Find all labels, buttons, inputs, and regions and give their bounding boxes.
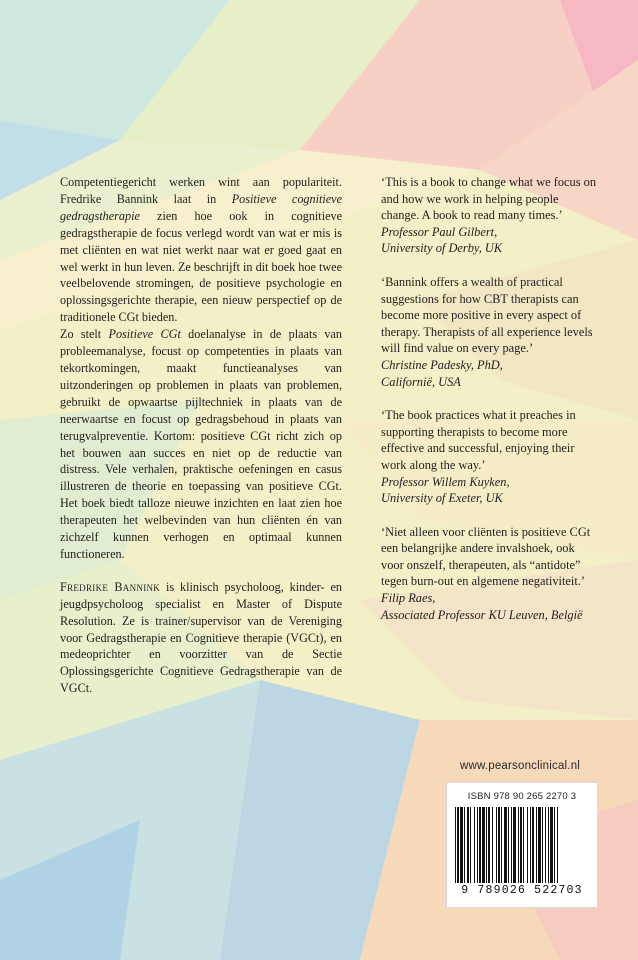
barcode-bar bbox=[508, 807, 509, 883]
quote-text: ‘Bannink offers a wealth of practical suggestions for how CBT therapists can become more positive in every aspect of therapy. Therapists of all experience levels will find value on every page.’ bbox=[381, 274, 593, 356]
quote-text: ‘The book practices what it preaches in supporting therapists to become more effective and successful, enjoying their work along the way.’ bbox=[381, 408, 576, 472]
barcode-bar bbox=[504, 807, 507, 883]
barcode-bar bbox=[532, 807, 534, 883]
quote-affiliation: University of Exeter, UK bbox=[381, 491, 503, 506]
barcode-bar bbox=[536, 807, 537, 883]
barcode-bar bbox=[486, 807, 487, 883]
barcode-bar bbox=[460, 807, 463, 883]
barcode-bar bbox=[492, 807, 493, 883]
method-paragraph bbox=[60, 326, 342, 563]
endorsements-column bbox=[381, 174, 599, 640]
endorsement-quote bbox=[381, 174, 599, 257]
barcode-bar bbox=[470, 807, 471, 883]
barcode-bar bbox=[530, 807, 531, 883]
quote-affiliation: Californië, USA bbox=[381, 374, 461, 389]
method-text-2: doelanalyse in de plaats van probleemanalyse, focust op competenties in plaats van tekortkomingen, maakt functieanalyses van uitzonderingen op problemen in plaats van problemen, gebruikt de opwaartse pijltechniek in plaats van de neerwaartse en focust op gedragsbehoud in plaats van terugvalpreventie. Kortom: positieve CGt richt zich op het bouwen aan succes en niet op de reductie van distress. Vele verhalen, praktische oefeningen en casus illustreren de theorie en toepassing van positieve CGt. Het boek biedt talloze nieuwe inzichten en laat zien hoe therapeuten het welbevinden van hun cliënten én van zichzelf kunnen verhogen en optimaal kunnen functioneren. bbox=[60, 327, 342, 561]
publisher-website[interactable]: www.pearsonclinical.nl bbox=[459, 760, 581, 772]
method-text-1: Zo stelt bbox=[60, 327, 109, 342]
author-bio bbox=[60, 579, 342, 697]
barcode-bar bbox=[545, 807, 546, 883]
book-title-italic: Positieve cognitieve gedragstherapie bbox=[60, 191, 342, 223]
intro-text-2: zien hoe ook in cognitieve gedragstherapie de focus verlegd wordt van wat er mis is met cliënten en wat niet werkt naar wat er goed gaat en wel werkt in hun leven. Ze beschrijft in dit boek hoe twee veelbelovende stromingen, de positieve psychologie en oplossingsgerichte therapie, een nieuw perspectief op de traditionele CGt bieden. bbox=[60, 208, 342, 325]
barcode-bar bbox=[554, 807, 555, 883]
barcode-bar bbox=[455, 807, 456, 883]
barcode-bar bbox=[557, 807, 558, 883]
barcode-bar bbox=[479, 807, 481, 883]
barcode-digits: 9 789026 522703 bbox=[461, 884, 583, 897]
intro-text-1: Competentiegericht werken wint aan populariteit. Fredrike Bannink laat in bbox=[60, 175, 342, 206]
author-bio-text: is klinisch psycholoog, kinder- en jeugdpsycholoog specialist en Master of Dispute Resolution. Ze is trainer/supervisor van de Vereniging voor Gedragstherapie en Cognitieve therapie (VGCt), en medeoprichter en voorzitter van de Sectie Oplossingsgerichte Cognitieve Gedragstherapie van de VGCt. bbox=[60, 579, 343, 696]
book-short-title-italic: Positieve CGt bbox=[108, 327, 181, 342]
barcode-bar bbox=[501, 807, 502, 883]
quote-author: Christine Padesky, PhD, bbox=[381, 357, 503, 372]
description-column bbox=[60, 174, 342, 697]
barcode-bar bbox=[464, 807, 465, 883]
author-name: Fredrike Bannink bbox=[60, 579, 161, 594]
barcode-bar bbox=[498, 807, 500, 883]
barcode-bar bbox=[513, 807, 516, 883]
quote-author: Professor Willem Kuyken, bbox=[381, 474, 510, 489]
endorsement-quote bbox=[381, 524, 599, 624]
quote-affiliation: University of Derby, UK bbox=[381, 241, 503, 256]
barcode-bar bbox=[477, 807, 478, 883]
endorsement-quote bbox=[381, 407, 599, 507]
barcode-bar bbox=[467, 807, 469, 883]
barcode-bar bbox=[482, 807, 485, 883]
barcode-bar bbox=[548, 807, 549, 883]
barcode-bar bbox=[542, 807, 543, 883]
quote-text: ‘Niet alleen voor cliënten is positieve CGt een belangrijke andere invalshoek, ook voor onszelf, therapeuten, als “antidote” tegen burn-out en algemene negativiteit.’ bbox=[381, 524, 591, 589]
barcode-bar bbox=[518, 807, 519, 883]
barcode-bar bbox=[474, 807, 475, 883]
barcode-bar bbox=[527, 807, 528, 883]
barcode-bar bbox=[457, 807, 459, 883]
quote-affiliation: Associated Professor KU Leuven, België bbox=[381, 607, 583, 622]
endorsement-quote bbox=[381, 274, 599, 390]
barcode-bars bbox=[455, 807, 589, 883]
quote-text: ‘This is a book to change what we focus on and how we work in helping people change. A book to read many times.’ bbox=[381, 175, 597, 223]
isbn-label: ISBN 978 90 265 2270 3 bbox=[467, 791, 577, 802]
barcode-bar bbox=[550, 807, 553, 883]
barcode-bar bbox=[488, 807, 490, 883]
quote-author: Professor Paul Gilbert, bbox=[381, 224, 498, 239]
quote-author: Filip Raes, bbox=[381, 591, 436, 606]
intro-paragraph bbox=[60, 174, 342, 326]
barcode-bar bbox=[511, 807, 512, 883]
barcode-bar bbox=[496, 807, 497, 883]
barcode-bar bbox=[520, 807, 522, 883]
barcode-bar bbox=[523, 807, 524, 883]
barcode-bar bbox=[538, 807, 541, 883]
isbn-barcode bbox=[446, 782, 598, 908]
